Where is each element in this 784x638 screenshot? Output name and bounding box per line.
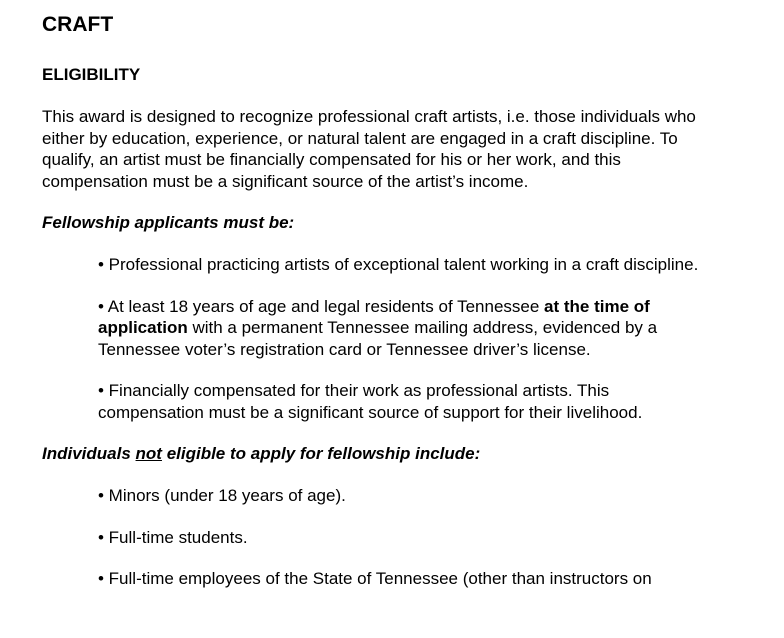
list-item [98, 380, 718, 423]
not-eligible-heading-pre: Individuals [42, 444, 136, 463]
eligibility-heading: ELIGIBILITY [42, 65, 141, 84]
list-item-bold-text: at the time of application [98, 296, 650, 337]
not-eligible-heading [42, 443, 742, 465]
list-item: • Full-time students. [98, 527, 248, 547]
intro-paragraph: This award is designed to recognize professional craft artists, i.e. those individuals who either by education, experience, or natural talent are engaged in a craft discipline. To qualify, an artist must be financially compensated for his or her work, and this compensation must be a significant source of the artist’s income. [42, 107, 696, 191]
list-item: • Full-time employees of the State of Tennessee (other than instructors on [98, 569, 652, 588]
list-item [98, 296, 718, 361]
not-eligible-heading-post: eligible to apply for fellowship include: [161, 444, 481, 463]
must-be-list [42, 254, 742, 423]
document-title: CRAFT [42, 13, 114, 36]
list-item-text: • At least 18 years of age and legal residents of Tennessee [98, 296, 545, 316]
document-page [42, 12, 742, 590]
list-item-text: • Financially compensated for their work as professional artists. This compensation must be a significant source of support for their livelihood. [98, 381, 643, 422]
list-item: • Minors (under 18 years of age). [98, 486, 346, 505]
must-be-heading: Fellowship applicants must be: [42, 213, 295, 232]
not-eligible-list [42, 485, 742, 590]
list-item-text: • Professional practicing artists of exceptional talent working in a craft discipline. [98, 255, 699, 274]
not-eligible-heading-underlined: not [135, 444, 162, 463]
list-item-text: with a permanent Tennessee mailing address, evidenced by a Tennessee voter’s registration card or Tennessee driver’s license. [98, 318, 658, 359]
list-item [98, 254, 718, 276]
